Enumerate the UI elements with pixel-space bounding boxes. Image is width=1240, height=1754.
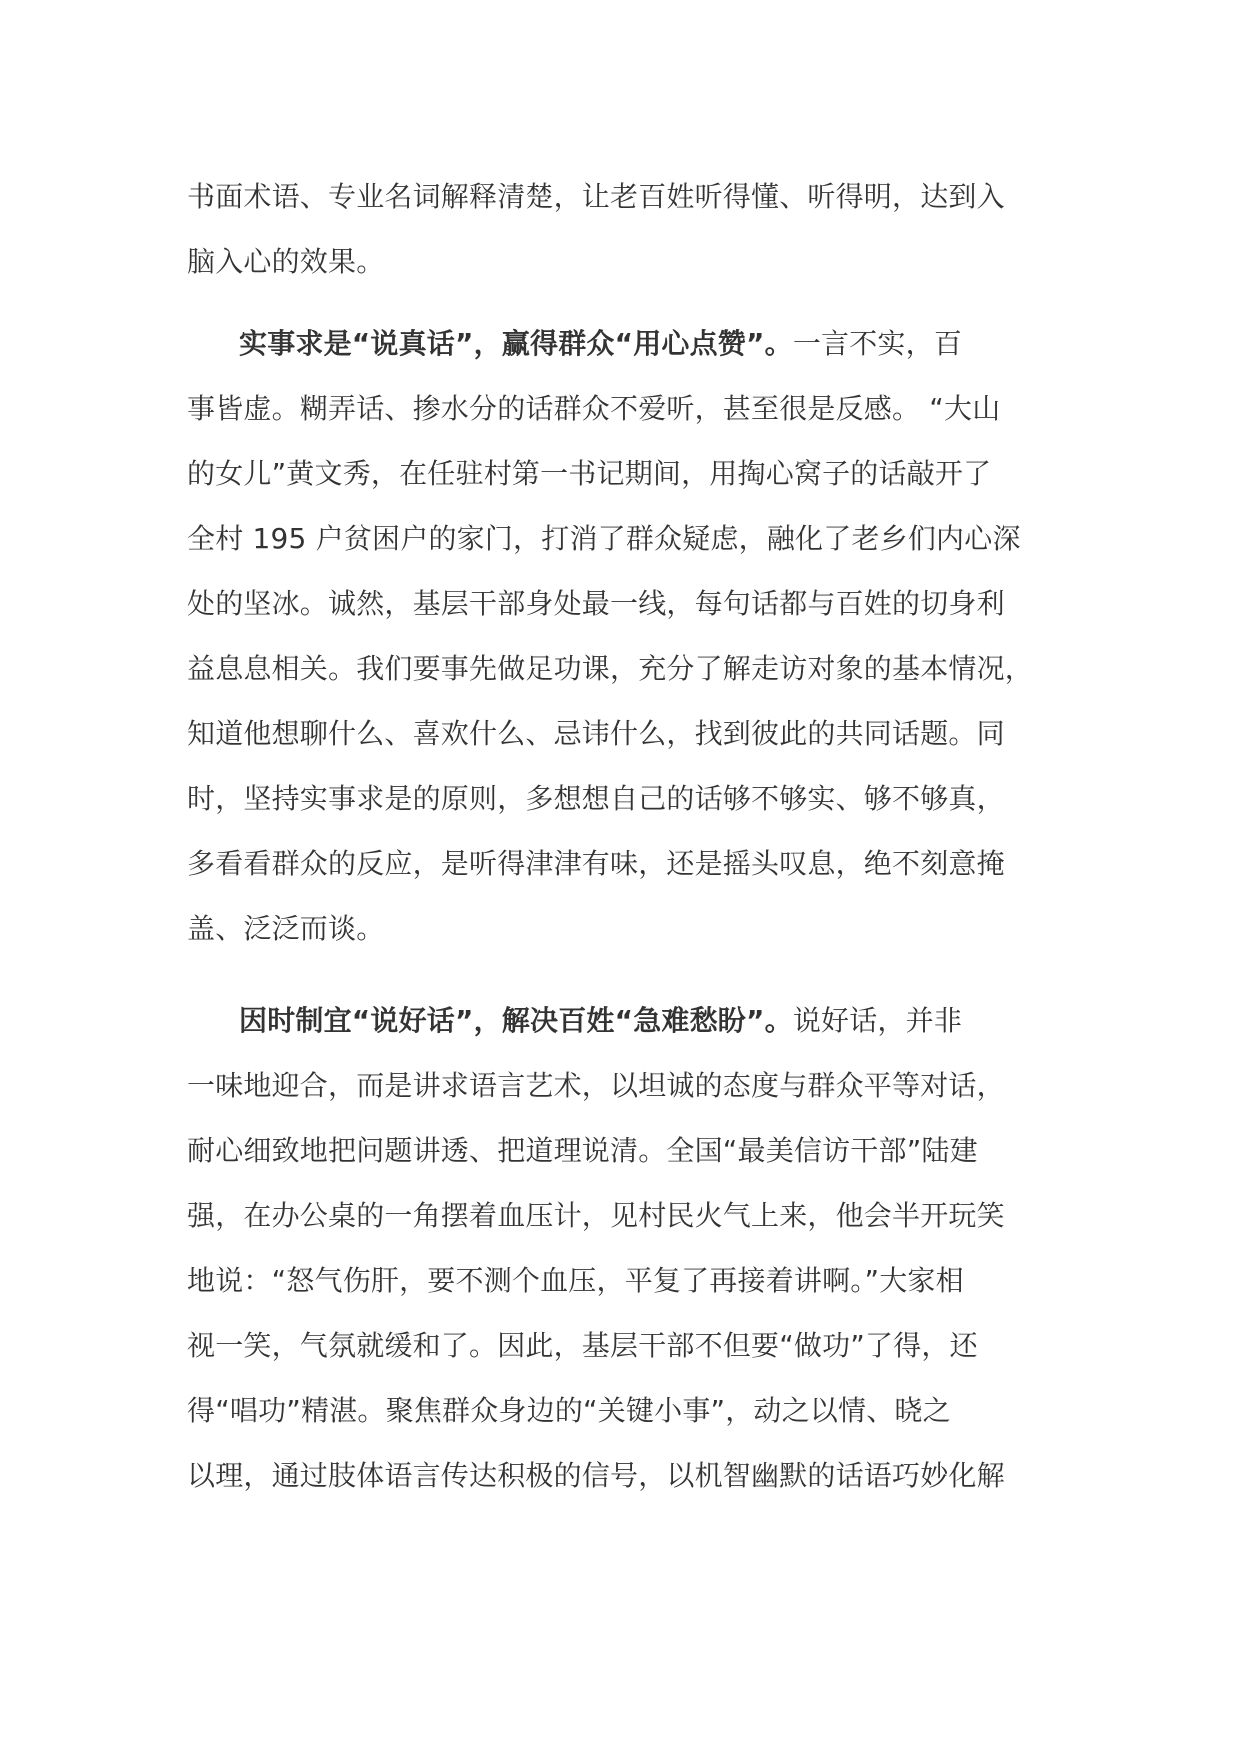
paragraph-first-line xyxy=(187,988,1067,1053)
text-line: 视一笑，气氛就缓和了。因此，基层干部不但要“做功”了得，还 xyxy=(187,1329,978,1362)
text-line: 以理，通过肢体语言传达积极的信号，以机智幽默的话语巧妙化解 xyxy=(187,1459,1005,1492)
text-line: 得“唱功”精湛。聚焦群众身边的“关键小事”，动之以情、晓之 xyxy=(187,1394,951,1427)
text-run: 说好话，并非 xyxy=(792,1004,963,1037)
text-line: 多看看群众的反应，是听得津津有味，还是摇头叹息，绝不刻意掩 xyxy=(187,847,1005,880)
paragraph-truth-telling xyxy=(187,311,1067,961)
text-line: 的女儿”黄文秀，在任驻村第一书记期间，用掏心窝子的话敲开了 xyxy=(187,457,992,490)
text-line: 全村 195 户贫困户的家门，打消了群众疑虑，融化了老乡们内心深 xyxy=(187,522,1021,555)
text-line: 时，坚持实事求是的原则，多想想自己的话够不够实、够不够真， xyxy=(187,782,1005,815)
paragraph-heading: 实事求是“说真话”，赢得群众“用心点赞”。 xyxy=(239,327,793,360)
text-line: 知道他想聊什么、喜欢什么、忌讳什么，找到彼此的共同话题。同 xyxy=(187,717,1005,750)
text-line: 益息息相关。我们要事先做足功课，充分了解走访对象的基本情况， xyxy=(187,652,1034,685)
text-line: 一味地迎合，而是讲求语言艺术，以坦诚的态度与群众平等对话， xyxy=(187,1069,1005,1102)
text-line: 强，在办公桌的一角摆着血压计，见村民火气上来，他会半开玩笑 xyxy=(187,1199,1005,1232)
text-line: 耐心细致地把问题讲透、把道理说清。全国“最美信访干部”陆建 xyxy=(187,1134,978,1167)
paragraph-heading: 因时制宜“说好话”，解决百姓“急难愁盼”。 xyxy=(239,1004,793,1037)
paragraph-continued xyxy=(187,164,1067,294)
text-line: 地说：“怒气伤肝，要不测个血压，平复了再接着讲啊。”大家相 xyxy=(187,1264,964,1297)
text-line: 脑入心的效果。 xyxy=(187,245,385,278)
paragraph-good-words xyxy=(187,988,1067,1508)
text-line: 书面术语、专业名词解释清楚，让老百姓听得懂、听得明，达到入 xyxy=(187,180,1005,213)
text-run: 一言不实，百 xyxy=(792,327,963,360)
text-line: 事皆虚。糊弄话、掺水分的话群众不爱听，甚至很是反感。 “大山 xyxy=(187,392,1001,425)
paragraph-first-line xyxy=(187,311,1067,376)
text-line: 处的坚冰。诚然，基层干部身处最一线，每句话都与百姓的切身利 xyxy=(187,587,1005,620)
text-line: 盖、泛泛而谈。 xyxy=(187,912,385,945)
